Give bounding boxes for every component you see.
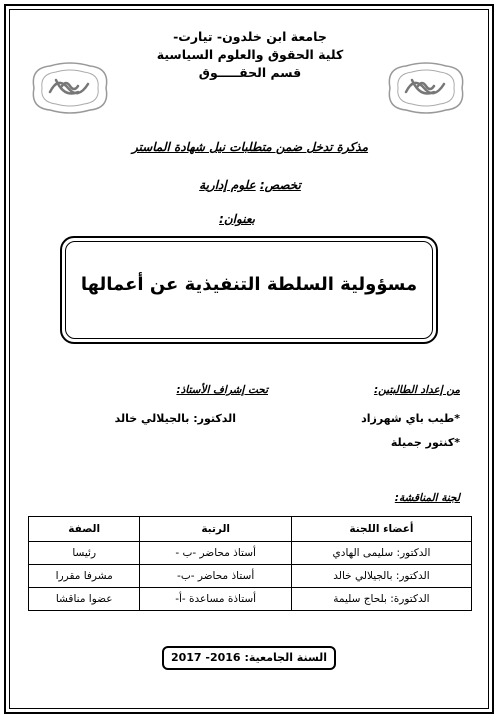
title-label: بعنوان: bbox=[219, 212, 255, 226]
right-logo bbox=[384, 58, 468, 116]
memo-title: مسؤولية السلطة التنفيذية عن أعمالها bbox=[80, 274, 418, 295]
specialization-line bbox=[120, 178, 380, 192]
table-row bbox=[29, 588, 472, 611]
column-header: أعضاء اللجنة bbox=[291, 517, 471, 542]
member-rank: أستاذ محاضر -ب- bbox=[140, 565, 292, 588]
member-role: مشرفا مقررا bbox=[29, 565, 140, 588]
title-box bbox=[60, 236, 438, 344]
academic-year-box bbox=[162, 646, 336, 670]
ibn-khaldoun-logo-icon bbox=[384, 58, 468, 116]
ibn-khaldoun-logo-icon bbox=[28, 58, 112, 116]
committee-table bbox=[28, 516, 472, 611]
faculty-name: كلية الحقوق والعلوم السياسية bbox=[156, 47, 344, 62]
left-logo bbox=[28, 58, 112, 116]
student-name-1: *طيب باي شهرزاد bbox=[361, 412, 460, 425]
member-role: عضوا مناقشا bbox=[29, 588, 140, 611]
prepared-by-label: من إعداد الطالبتين: bbox=[373, 384, 460, 396]
member-name: الدكتورة: بلحاج سليمة bbox=[291, 588, 471, 611]
specialization-label: تخصص: bbox=[259, 178, 301, 192]
memo-line: مذكرة تدخل ضمن متطلبات نيل شهادة الماستر bbox=[131, 140, 369, 154]
table-header-row bbox=[29, 517, 472, 542]
student-name-2: *كنتور جميلة bbox=[390, 436, 460, 449]
member-name: الدكتور: بالجيلالي خالد bbox=[291, 565, 471, 588]
academic-year-label: السنة الجامعية: bbox=[244, 651, 328, 664]
column-header: الصفة bbox=[29, 517, 140, 542]
member-name: الدكتور: سليمى الهادي bbox=[291, 542, 471, 565]
academic-year-value: 2016- 2017 bbox=[170, 651, 241, 664]
table-row bbox=[29, 565, 472, 588]
member-role: رئيسا bbox=[29, 542, 140, 565]
institution-header bbox=[130, 28, 370, 82]
member-rank: أستاذ محاضر -ب - bbox=[140, 542, 292, 565]
column-header: الرتبة bbox=[140, 517, 292, 542]
member-rank: أستاذة مساعدة -أ- bbox=[140, 588, 292, 611]
specialization-value: علوم إدارية bbox=[199, 178, 256, 192]
supervisor-label: تحت إشراف الأستاذ: bbox=[176, 384, 268, 396]
committee-label: لجنة المناقشة: bbox=[394, 492, 460, 504]
university-name: جامعة ابن خلدون- تيارت- bbox=[173, 29, 327, 44]
supervisor-name: الدكتور: بالجيلالي خالد bbox=[114, 412, 236, 425]
table-row bbox=[29, 542, 472, 565]
department-name: قسم الحقـــــوق bbox=[198, 65, 302, 80]
